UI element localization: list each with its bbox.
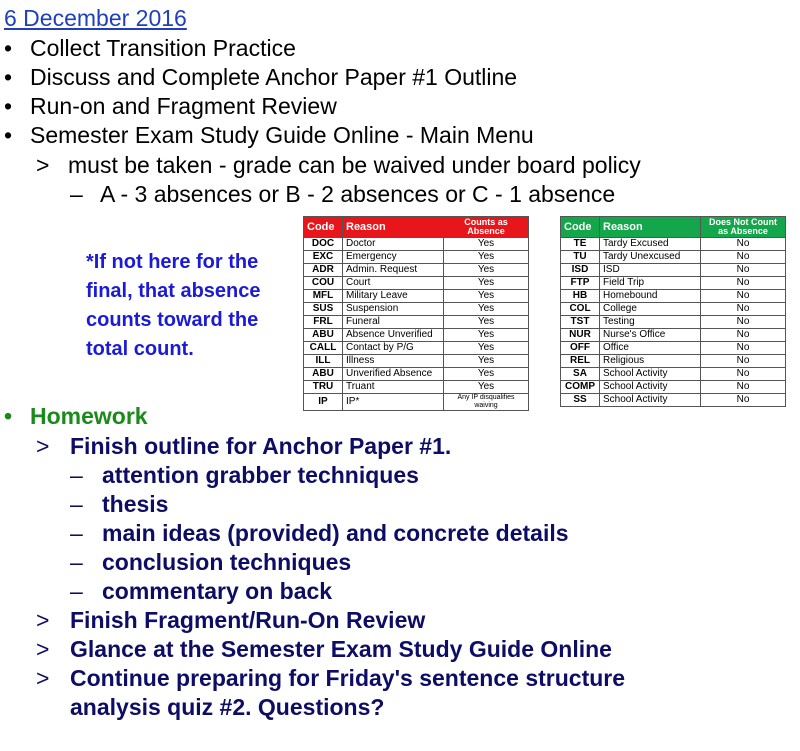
- cell-reason: Unverified Absence: [343, 368, 444, 381]
- cell-code: SUS: [304, 303, 343, 316]
- bullet-icon: •: [4, 64, 13, 90]
- table-row: [304, 251, 529, 264]
- bullet-icon: •: [4, 403, 13, 429]
- cell-status: Yes: [444, 368, 529, 381]
- table-row: [561, 329, 786, 342]
- counts-as-absence-table: [303, 216, 529, 411]
- cell-reason: ISD: [600, 264, 701, 277]
- cell-reason: Field Trip: [600, 277, 701, 290]
- cell-reason: Tardy Excused: [600, 238, 701, 251]
- cell-code: NUR: [561, 329, 600, 342]
- cell-status: Yes: [444, 264, 529, 277]
- homework-item: [70, 461, 419, 490]
- bullet-text: Run-on and Fragment Review: [30, 93, 337, 119]
- homework-heading: [4, 402, 148, 431]
- homework-item: [70, 693, 384, 722]
- cell-reason: Suspension: [343, 303, 444, 316]
- cell-status: No: [701, 329, 786, 342]
- arrow-icon: >: [36, 433, 50, 459]
- table-row: [561, 264, 786, 277]
- table-row: [561, 303, 786, 316]
- absence-note: *If not here for the final, that absence counts toward the total count.: [86, 251, 261, 360]
- homework-item: [36, 664, 625, 693]
- cell-code: TST: [561, 316, 600, 329]
- cell-reason: Emergency: [343, 251, 444, 264]
- table-row: [304, 290, 529, 303]
- homework-title: Homework: [30, 403, 148, 429]
- cell-reason: School Activity: [600, 394, 701, 407]
- cell-reason: Truant: [343, 381, 444, 394]
- table-row: [304, 355, 529, 368]
- table-row: [304, 368, 529, 381]
- cell-reason: Illness: [343, 355, 444, 368]
- arrow-icon: >: [36, 636, 50, 662]
- homework-item: [36, 606, 425, 635]
- homework-item: [36, 432, 451, 461]
- homework-text: Finish outline for Anchor Paper #1.: [70, 433, 452, 459]
- cell-code: TRU: [304, 381, 343, 394]
- table-header-status: Does Not Count as Absence: [701, 217, 786, 238]
- dash-icon: –: [70, 520, 83, 546]
- arrow-icon: >: [36, 607, 50, 633]
- cell-code: ISD: [561, 264, 600, 277]
- cell-code: ADR: [304, 264, 343, 277]
- homework-item: [70, 519, 569, 548]
- cell-code: COL: [561, 303, 600, 316]
- table-row: [304, 303, 529, 316]
- table-row: [561, 355, 786, 368]
- cell-status: Yes: [444, 381, 529, 394]
- cell-code: CALL: [304, 342, 343, 355]
- dash-icon: –: [70, 578, 83, 604]
- homework-text: thesis: [102, 491, 169, 517]
- cell-reason: Doctor: [343, 238, 444, 251]
- sub-text: A - 3 absences or B - 2 absences or C - 1 absence: [100, 181, 616, 207]
- cell-status: No: [701, 316, 786, 329]
- cell-status: Yes: [444, 329, 529, 342]
- cell-reason: Office: [600, 342, 701, 355]
- homework-text: main ideas (provided) and concrete details: [102, 520, 569, 546]
- cell-status: Yes: [444, 316, 529, 329]
- cell-status: Any IP disqualifies waiving: [444, 394, 529, 411]
- cell-reason: Tardy Unexcused: [600, 251, 701, 264]
- homework-text: Glance at the Semester Exam Study Guide Online: [70, 636, 612, 662]
- cell-reason: Testing: [600, 316, 701, 329]
- homework-item: [70, 577, 332, 606]
- homework-item: [36, 635, 612, 664]
- cell-code: TE: [561, 238, 600, 251]
- table-row: [561, 342, 786, 355]
- table-row: [304, 264, 529, 277]
- bullet-item: [4, 34, 296, 63]
- cell-reason: Religious: [600, 355, 701, 368]
- table-row: [304, 238, 529, 251]
- cell-code: TU: [561, 251, 600, 264]
- cell-reason: Admin. Request: [343, 264, 444, 277]
- cell-code: FTP: [561, 277, 600, 290]
- cell-reason: College: [600, 303, 701, 316]
- table-row: [561, 368, 786, 381]
- table-row: [561, 290, 786, 303]
- homework-text: analysis quiz #2. Questions?: [70, 694, 385, 720]
- table-header-row: [304, 217, 529, 238]
- cell-reason: Military Leave: [343, 290, 444, 303]
- homework-text: commentary on back: [102, 578, 333, 604]
- cell-code: OFF: [561, 342, 600, 355]
- bullet-icon: •: [4, 93, 13, 119]
- cell-reason: Court: [343, 277, 444, 290]
- not-counted-absence-table: [560, 216, 786, 407]
- dash-icon: –: [70, 181, 83, 207]
- cell-reason: Homebound: [600, 290, 701, 303]
- sub-item-level2: [70, 180, 615, 209]
- cell-reason: Absence Unverified: [343, 329, 444, 342]
- bullet-icon: •: [4, 35, 13, 61]
- cell-code: MFL: [304, 290, 343, 303]
- table-header-reason: Reason: [343, 217, 444, 238]
- cell-code: ABU: [304, 368, 343, 381]
- cell-status: Yes: [444, 303, 529, 316]
- table-row: [304, 342, 529, 355]
- table-header-reason: Reason: [600, 217, 701, 238]
- cell-code: SA: [561, 368, 600, 381]
- dash-icon: –: [70, 549, 83, 575]
- cell-code: ABU: [304, 329, 343, 342]
- cell-status: No: [701, 264, 786, 277]
- homework-text: Finish Fragment/Run-On Review: [70, 607, 426, 633]
- homework-text: Continue preparing for Friday's sentence structure: [70, 665, 626, 691]
- cell-status: No: [701, 368, 786, 381]
- cell-code: DOC: [304, 238, 343, 251]
- table-row: [304, 381, 529, 394]
- cell-status: Yes: [444, 290, 529, 303]
- cell-code: COMP: [561, 381, 600, 394]
- cell-code: COU: [304, 277, 343, 290]
- date-link[interactable]: 6 December 2016: [4, 5, 187, 31]
- cell-code: IP: [304, 394, 343, 411]
- homework-text: attention grabber techniques: [102, 462, 419, 488]
- bullet-icon: •: [4, 122, 13, 148]
- dash-icon: –: [70, 491, 83, 517]
- cell-status: Yes: [444, 355, 529, 368]
- cell-status: No: [701, 290, 786, 303]
- table-header-row: [561, 217, 786, 238]
- arrow-icon: >: [36, 665, 50, 691]
- cell-status: Yes: [444, 342, 529, 355]
- table-row: [304, 316, 529, 329]
- dash-icon: –: [70, 462, 83, 488]
- cell-reason: IP*: [343, 394, 444, 411]
- table-row: [561, 238, 786, 251]
- cell-status: No: [701, 355, 786, 368]
- cell-status: Yes: [444, 251, 529, 264]
- bullet-item: [4, 63, 517, 92]
- table-row: [561, 251, 786, 264]
- cell-code: HB: [561, 290, 600, 303]
- table-header-code: Code: [304, 217, 343, 238]
- arrow-icon: >: [36, 152, 50, 178]
- table-header-code: Code: [561, 217, 600, 238]
- bullet-item: [4, 121, 534, 150]
- cell-status: No: [701, 238, 786, 251]
- cell-status: No: [701, 277, 786, 290]
- bullet-text: Collect Transition Practice: [30, 35, 296, 61]
- cell-status: No: [701, 381, 786, 394]
- bullet-text: Discuss and Complete Anchor Paper #1 Outline: [30, 64, 518, 90]
- cell-reason: School Activity: [600, 368, 701, 381]
- cell-reason: School Activity: [600, 381, 701, 394]
- table-row: [304, 329, 529, 342]
- cell-code: REL: [561, 355, 600, 368]
- cell-code: SS: [561, 394, 600, 407]
- table-row: [561, 316, 786, 329]
- cell-status: Yes: [444, 238, 529, 251]
- bullet-item: [4, 92, 337, 121]
- cell-status: Yes: [444, 277, 529, 290]
- sub-item-level1: [36, 151, 641, 180]
- cell-code: FRL: [304, 316, 343, 329]
- homework-text: conclusion techniques: [102, 549, 352, 575]
- cell-reason: Contact by P/G: [343, 342, 444, 355]
- cell-status: No: [701, 394, 786, 407]
- cell-reason: Funeral: [343, 316, 444, 329]
- homework-item: [70, 490, 168, 519]
- cell-code: EXC: [304, 251, 343, 264]
- homework-item: [70, 548, 351, 577]
- bullet-text: Semester Exam Study Guide Online - Main Menu: [30, 122, 534, 148]
- table-row: [304, 277, 529, 290]
- table-row: [561, 381, 786, 394]
- cell-reason: Nurse's Office: [600, 329, 701, 342]
- table-row: [561, 394, 786, 407]
- table-header-status: Counts as Absence: [444, 217, 529, 238]
- cell-status: No: [701, 251, 786, 264]
- table-row: [561, 277, 786, 290]
- table-row: [304, 394, 529, 411]
- cell-code: ILL: [304, 355, 343, 368]
- cell-status: No: [701, 342, 786, 355]
- cell-status: No: [701, 303, 786, 316]
- sub-text: must be taken - grade can be waived under board policy: [68, 152, 641, 178]
